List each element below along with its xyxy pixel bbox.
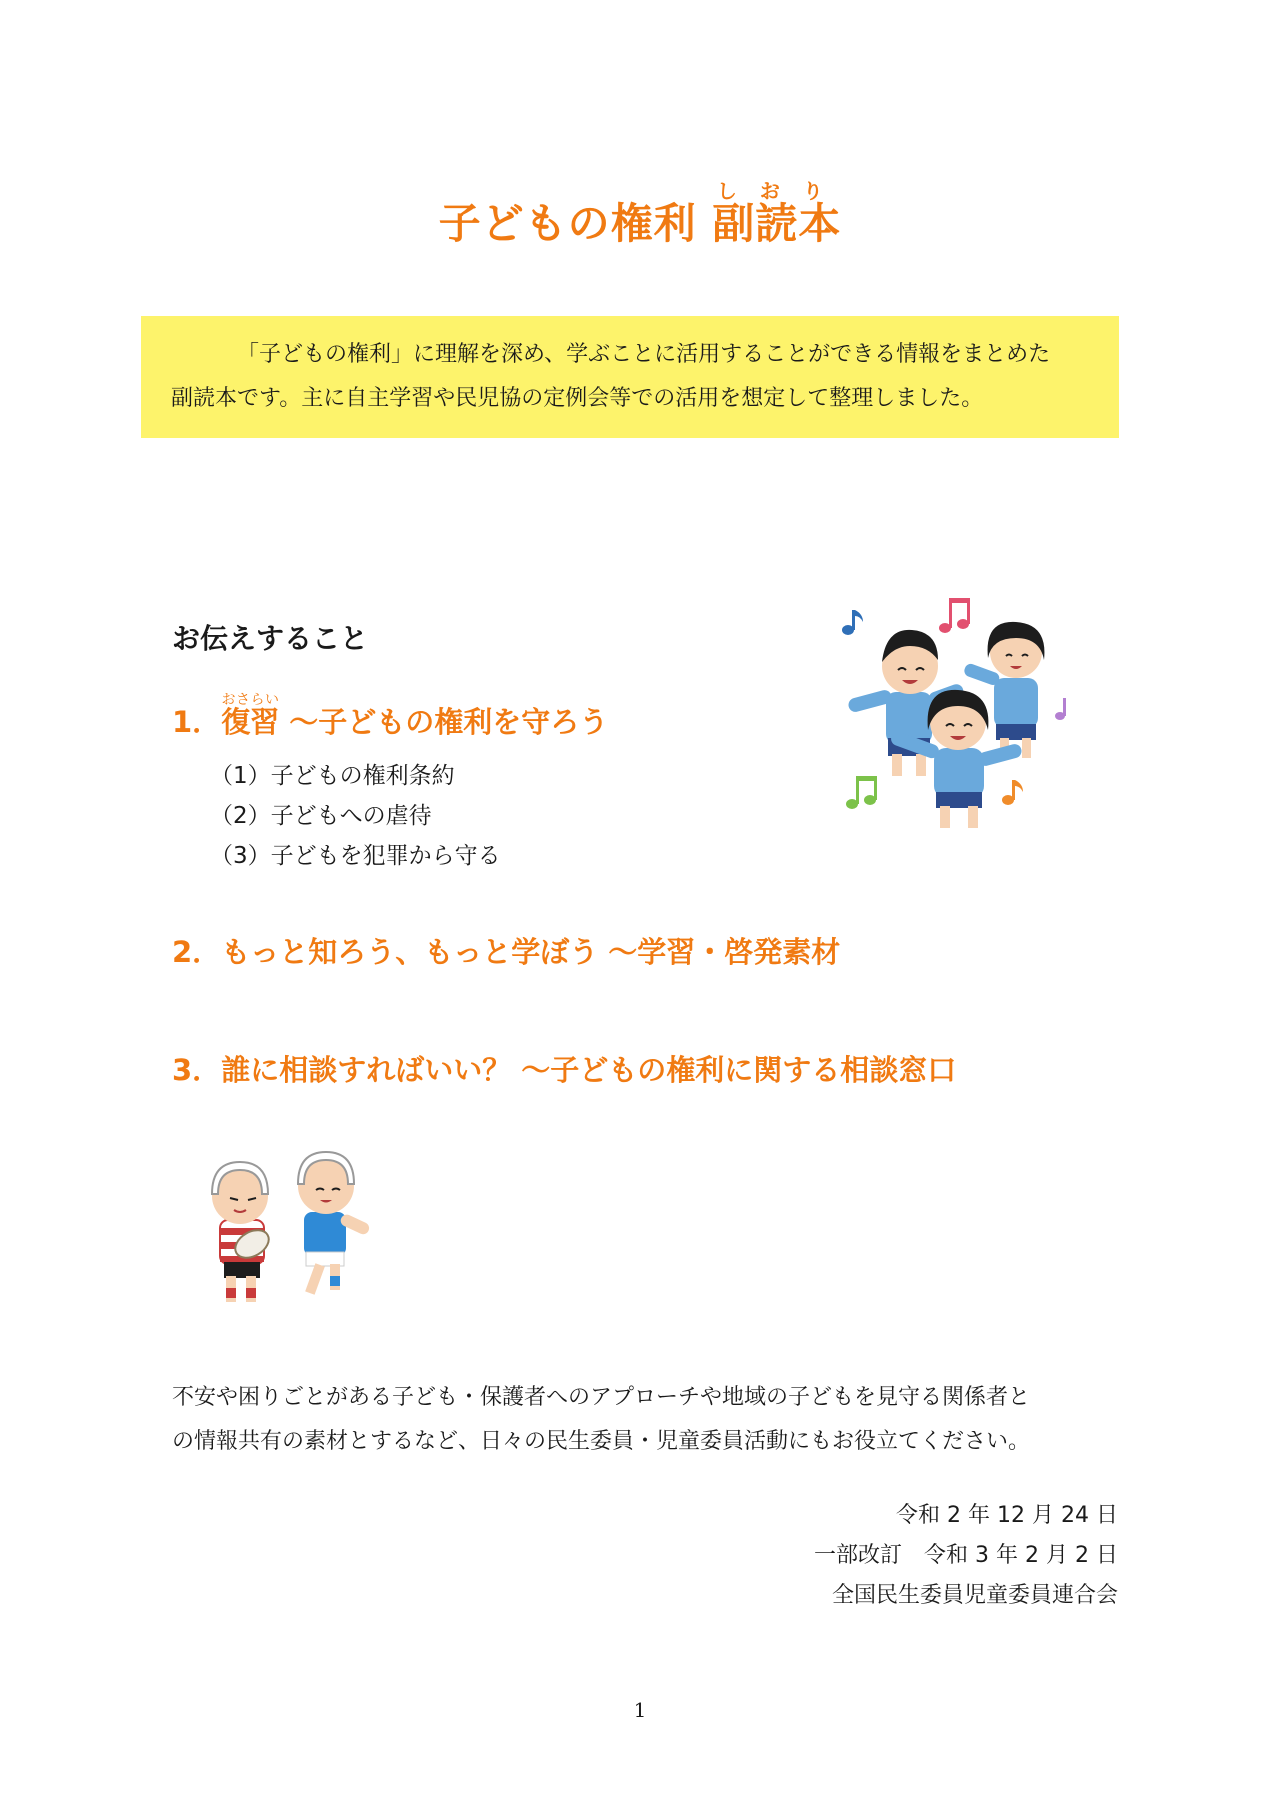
summary-line-2: 副読本です。主に自主学習や民児協の定例会等での活用を想定して整理しました。 xyxy=(171,386,984,411)
sublist-item: （3）子どもを犯罪から守る xyxy=(210,843,501,869)
title-main: 子どもの権利 xyxy=(438,199,697,248)
section-1-ruby xyxy=(221,692,280,739)
rugby-children-illustration xyxy=(194,1148,384,1314)
sublist-item: （1）子どもの権利条約 xyxy=(210,763,455,789)
intro-heading: お伝えすること xyxy=(172,622,369,655)
dancing-children-illustration xyxy=(830,598,1100,832)
section-1-heading xyxy=(172,692,608,741)
section-3-number: 3． xyxy=(172,1053,222,1087)
music-note-icon xyxy=(1055,698,1066,720)
section-1-ruby-text: おさらい xyxy=(221,692,280,708)
title-shiori-ruby: しおり xyxy=(712,179,842,203)
issue-date: 令和 2 年 12 月 24 日 xyxy=(896,1503,1118,1528)
signature-block xyxy=(814,1496,1118,1616)
music-note-icon xyxy=(1002,780,1023,805)
section-3-text: 誰に相談すればいい？ ～子どもの権利に関する相談窓口 xyxy=(221,1053,957,1087)
sublist-item: （2）子どもへの虐待 xyxy=(210,803,432,829)
section-1-rest: ～子どもの権利を守ろう xyxy=(279,705,609,739)
rugby-player-blue-figure xyxy=(298,1152,371,1295)
music-note-icon xyxy=(842,610,863,635)
closing-line-2: の情報共有の素材とするなど、日々の民生委員・児童委員活動にもお役立てください。 xyxy=(172,1429,1031,1454)
summary-line-1: 「子どもの権利」に理解を深め、学ぶことに活用することができる情報をまとめた xyxy=(237,342,1051,367)
closing-line-1: 不安や困りごとがある子ども・保護者へのアプローチや地域の子どもを見守る関係者と xyxy=(172,1385,1031,1410)
summary-box xyxy=(141,316,1119,438)
organization-name: 全国民生委員児童委員連合会 xyxy=(831,1583,1118,1608)
section-2-number: 2． xyxy=(172,935,222,969)
title-shiori-kanji: 副読本 xyxy=(712,199,842,248)
music-note-icon xyxy=(939,598,970,633)
section-1-ruby-base: 復習 xyxy=(221,705,280,739)
section-1-number: 1． xyxy=(172,705,222,739)
rugby-player-red-figure xyxy=(212,1162,274,1302)
section-3-heading xyxy=(172,1048,956,1089)
section-2-heading xyxy=(172,930,840,971)
title-shiori xyxy=(712,179,842,248)
page-number: 1 xyxy=(633,1698,647,1722)
closing-paragraph xyxy=(172,1376,1132,1464)
section-2-text: もっと知ろう、もっと学ぼう ～学習・啓発素材 xyxy=(221,935,841,969)
section-1-sublist xyxy=(210,756,501,876)
page-title xyxy=(439,180,842,251)
title-block xyxy=(0,180,1280,251)
music-note-icon xyxy=(846,776,877,809)
revision-date: 一部改訂 令和 3 年 2 月 2 日 xyxy=(814,1543,1118,1568)
